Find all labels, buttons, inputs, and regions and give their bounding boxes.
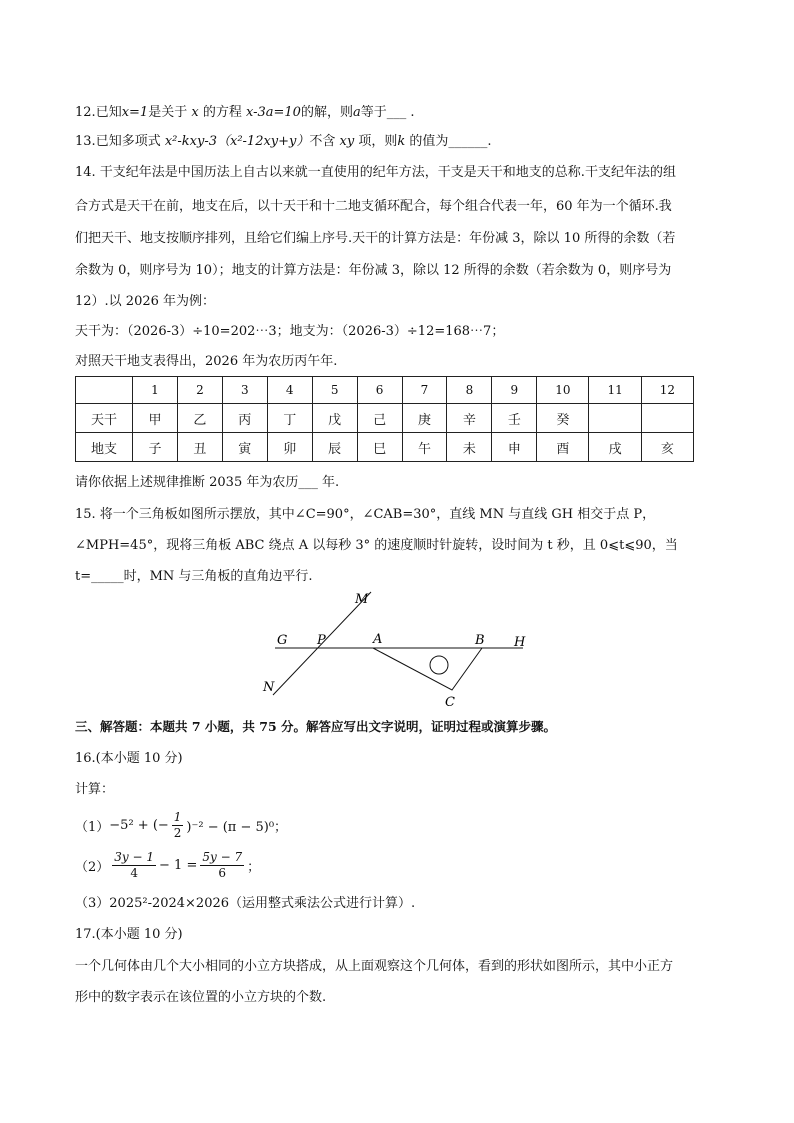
- q13-math: k: [397, 134, 406, 149]
- table-cell: 乙: [177, 404, 222, 433]
- q13-text: 不含: [309, 134, 336, 149]
- denominator: 4: [130, 865, 138, 880]
- table-cell: 寅: [222, 433, 267, 462]
- table-cell: [589, 404, 641, 433]
- q12-text: 是关于: [148, 105, 188, 120]
- table-cell: 巳: [357, 433, 402, 462]
- table-cell: 酉: [537, 433, 589, 462]
- table-cell: [641, 404, 693, 433]
- table-cell: 甲: [133, 404, 178, 433]
- q13-text: 项，则: [358, 134, 398, 149]
- table-cell: 天干: [76, 404, 133, 433]
- math-expr: − 1 =: [159, 857, 198, 873]
- table-cell: 丁: [267, 404, 312, 433]
- table-cell: 9: [492, 377, 537, 404]
- table-cell: 壬: [492, 404, 537, 433]
- q14-line-5: 12）.以 2026 年为例：: [75, 294, 216, 309]
- part-label: （1）: [75, 819, 110, 835]
- table-cell: 子: [133, 433, 178, 462]
- q17-line-2: 形中的数字表示在该位置的小立方块的个数.: [75, 990, 327, 1005]
- denominator: 6: [218, 865, 227, 880]
- denominator: 2: [173, 825, 182, 840]
- q14-line-7: 对照天干地支表得出，2026 年为农历丙午年.: [75, 354, 338, 369]
- triangle-abc: [373, 648, 482, 690]
- question-12: [75, 104, 415, 122]
- label-b: B: [475, 633, 485, 648]
- q12-number: 12.: [75, 105, 96, 120]
- q14-line-1: 14. 干支纪年法是中国历法上自古以来就一直使用的纪年方法，干支是天干和地支的总称.干支纪年法的组: [75, 165, 676, 180]
- table-cell: 7: [402, 377, 447, 404]
- q14-line-2: 合方式是天干在前，地支在后，以十天干和十二地支循环配合，每个组合代表一年，60 年为一个循环.我: [75, 199, 672, 214]
- numerator: 5y − 7: [202, 849, 243, 864]
- table-cell: [76, 377, 133, 404]
- table-cell: 1: [133, 377, 178, 404]
- numerator: 3y − 1: [114, 849, 155, 864]
- table-cell: 辛: [447, 404, 492, 433]
- question-13: [75, 133, 492, 151]
- math-expr: ；: [247, 859, 261, 875]
- table-cell: 庚: [402, 404, 447, 433]
- table-cell: 戊: [312, 404, 357, 433]
- q13-text: 已知多项式: [95, 134, 161, 149]
- label-a: A: [373, 632, 383, 647]
- table-cell: 11: [589, 377, 641, 404]
- q12-math: a: [352, 105, 361, 120]
- q15-line-2: ∠MPH=45°，现将三角板 ABC 绕点 A 以每秒 3° 的速度顺时针旋转，设时间为 t 秒，且 0⩽t⩽90，当: [75, 538, 678, 553]
- q12-math: x-3a=10: [246, 105, 301, 120]
- q14-line-6: 天干为：（2026-3）÷10=202⋯3；地支为：（2026-3）÷12=168⋯7；: [75, 324, 505, 339]
- q13-answer-blank: 的值为______.: [409, 134, 492, 149]
- table-cell: 亥: [641, 433, 693, 462]
- table-cell: 8: [447, 377, 492, 404]
- table-cell: 12: [641, 377, 693, 404]
- table-cell: 6: [357, 377, 402, 404]
- q12-math: x=1: [121, 105, 149, 120]
- fraction: [172, 810, 184, 841]
- label-c: C: [445, 695, 455, 710]
- q14-line-4: 余数为 0，则序号为 10）；地支的计算方法是：年份减 3，除以 12 所得的余数（若余数为 0，则序号为: [75, 263, 672, 278]
- q14-line-3: 们把天干、地支按顺序排列，且给它们编上序号.天干的计算方法是：年份减 3，除以 10 所得的余数（若: [75, 231, 676, 246]
- table-cell: 5: [312, 377, 357, 404]
- numerator: 1: [173, 809, 182, 824]
- q17-title: 17.(本小题 10 分): [75, 927, 183, 942]
- table-cell: 辰: [312, 433, 357, 462]
- table-cell: 卯: [267, 433, 312, 462]
- q16-part-2: [75, 848, 260, 882]
- table-cell: 午: [402, 433, 447, 462]
- q16-part-3: （3）2025²-2024×2026（运用整式乘法公式进行计算）.: [75, 896, 416, 911]
- q14-question: 请你依据上述规律推断 2035 年为农历___ 年.: [75, 475, 340, 490]
- q12-math: x: [191, 105, 199, 120]
- table-cell: 申: [492, 433, 537, 462]
- label-n: N: [263, 680, 275, 695]
- q16-part-1: [75, 810, 287, 840]
- math-expr: )⁻² − (π − 5)⁰；: [186, 819, 288, 835]
- q16-title: 16.(本小题 10 分): [75, 751, 183, 766]
- q15-line-1: 15. 将一个三角板如图所示摆放，其中∠C=90°，∠CAB=30°，直线 MN 与直线 GH 相交于点 P，: [75, 507, 656, 522]
- label-p: P: [317, 633, 326, 648]
- table-cell: 地支: [76, 433, 133, 462]
- table-cell: 未: [447, 433, 492, 462]
- q13-math: xy: [339, 134, 355, 149]
- q13-math: x²-kxy-3（x²-12xy+y）: [164, 134, 310, 149]
- label-g: G: [277, 633, 288, 648]
- q15-line-3: t=_____时，MN 与三角板的直角边平行.: [75, 569, 313, 584]
- fraction: [112, 850, 156, 881]
- triangle-hole: [430, 656, 448, 674]
- table-cell: 丙: [222, 404, 267, 433]
- triangle-figure: [255, 588, 545, 713]
- label-h: H: [514, 635, 526, 650]
- q12-text: 的方程: [202, 105, 242, 120]
- table-cell: 癸: [537, 404, 589, 433]
- q12-text: 已知: [95, 105, 122, 120]
- fraction: [200, 850, 244, 881]
- part-label: （2）: [75, 859, 110, 875]
- q16-calc-label: 计算：: [75, 782, 115, 797]
- table-cell: 2: [177, 377, 222, 404]
- table-header-row: [76, 377, 694, 404]
- q12-text: 的解，则: [300, 105, 353, 120]
- table-cell: 10: [537, 377, 589, 404]
- table-cell: 3: [222, 377, 267, 404]
- table-cell: 戌: [589, 433, 641, 462]
- tiangan-dizhi-table: [75, 376, 694, 462]
- table-cell: 4: [267, 377, 312, 404]
- table-cell: 丑: [177, 433, 222, 462]
- table-row-tiangan: [76, 404, 694, 433]
- q17-line-1: 一个几何体由几个大小相同的小立方块搭成，从上面观察这个几何体，看到的形状如图所示，其中小正方: [75, 959, 674, 974]
- math-expr: −5² + (−: [109, 817, 169, 833]
- q12-answer-blank: 等于___ .: [360, 105, 415, 120]
- label-m: M: [355, 592, 369, 607]
- table-row-dizhi: [76, 433, 694, 462]
- q13-number: 13.: [75, 134, 96, 149]
- section-3-heading: 三、解答题：本题共 7 小题，共 75 分。解答应写出文字说明，证明过程或演算步骤。: [75, 719, 557, 734]
- table-cell: 己: [357, 404, 402, 433]
